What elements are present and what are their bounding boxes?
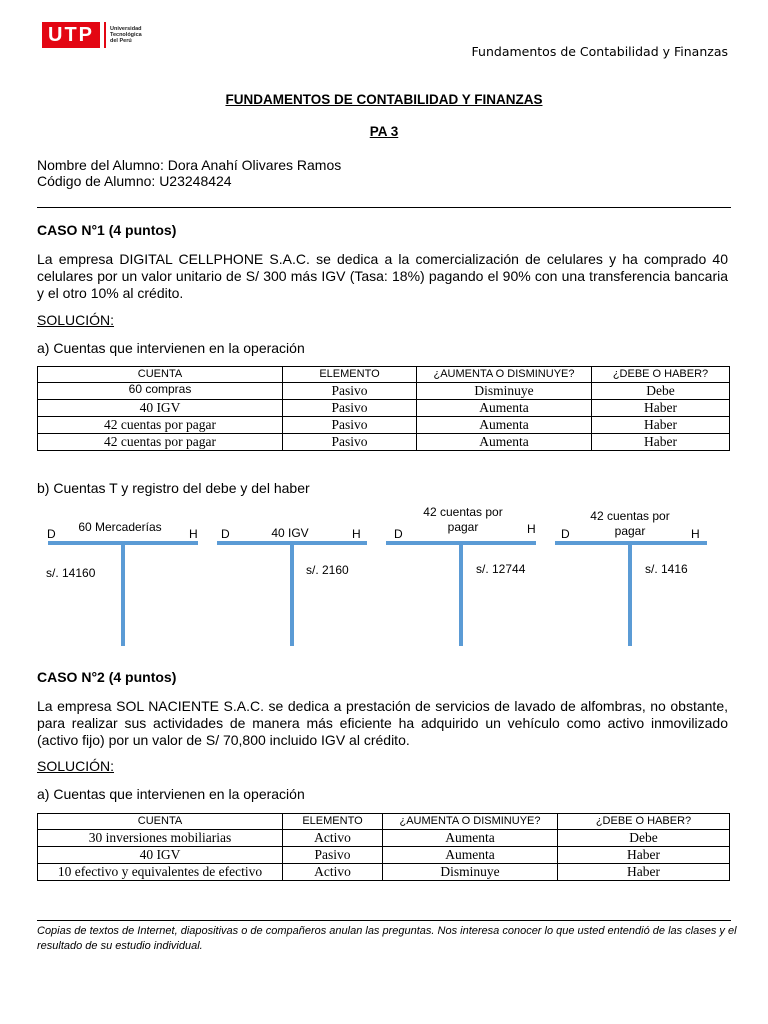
t-account-value: s/. 14160 bbox=[46, 566, 96, 580]
logo-separator bbox=[104, 22, 106, 48]
table-cell: Pasivo bbox=[283, 417, 417, 434]
logo-subtext bbox=[110, 26, 170, 44]
table-cell: Pasivo bbox=[283, 383, 417, 400]
case1-part-b: b) Cuentas T y registro del debe y del haber bbox=[37, 480, 310, 496]
t-account-title: 60 Mercaderías bbox=[78, 520, 162, 534]
table-row bbox=[38, 847, 730, 864]
t-account-title: 42 cuentas por pagar bbox=[423, 505, 503, 534]
table-cell: 30 inversiones mobiliarias bbox=[38, 830, 283, 847]
t-account-value: s/. 2160 bbox=[306, 563, 349, 577]
case2-solution-label: SOLUCIÓN: bbox=[37, 758, 115, 774]
table-cell: Pasivo bbox=[283, 400, 417, 417]
table-cell: Pasivo bbox=[283, 434, 417, 451]
table-row bbox=[38, 417, 730, 434]
t-account-stem bbox=[459, 541, 463, 646]
t-account-credit-label: H bbox=[691, 527, 700, 541]
t-account-title: 40 IGV bbox=[271, 526, 309, 540]
table-cell: Debe bbox=[558, 830, 730, 847]
t-account-credit-label: H bbox=[189, 527, 198, 541]
t-account-credit-label: H bbox=[352, 527, 361, 541]
case1-accounts-table bbox=[37, 366, 730, 451]
table-cell: Aumenta bbox=[383, 830, 558, 847]
t-account-value: s/. 12744 bbox=[476, 562, 526, 576]
case2-heading: CASO N°2 (4 puntos) bbox=[37, 669, 177, 685]
logo-subtext-line: Tecnológica bbox=[110, 32, 142, 38]
table-cell: Activo bbox=[283, 864, 383, 881]
case1-part-a: a) Cuentas que intervienen en la operación bbox=[37, 340, 305, 356]
utp-logo bbox=[42, 22, 170, 48]
t-account-stem bbox=[290, 541, 294, 646]
t-account-stem bbox=[121, 541, 125, 646]
footer-note: Copias de textos de Internet, diapositivas o de compañeros anulan las preguntas. Nos interesa conocer lo que usted entendió de las clases y el resultado de su estudio individual. bbox=[37, 925, 737, 952]
table-row bbox=[38, 434, 730, 451]
footer-divider bbox=[37, 920, 731, 921]
table-header-cell: ELEMENTO bbox=[283, 814, 383, 830]
table-header-cell: ¿AUMENTA O DISMINUYE? bbox=[383, 814, 558, 830]
case2-accounts-table bbox=[37, 813, 730, 881]
case2-part-a: a) Cuentas que intervienen en la operación bbox=[37, 786, 305, 802]
header-course-title: Fundamentos de Contabilidad y Finanzas bbox=[471, 44, 728, 59]
table-cell: Activo bbox=[283, 830, 383, 847]
t-account-credit-label: H bbox=[527, 522, 536, 536]
table-cell: 40 IGV bbox=[38, 400, 283, 417]
document-title: FUNDAMENTOS DE CONTABILIDAD Y FINANZAS bbox=[225, 92, 543, 107]
table-header-cell: ELEMENTO bbox=[283, 367, 417, 383]
table-cell: Disminuye bbox=[383, 864, 558, 881]
divider bbox=[37, 207, 731, 208]
table-header-cell: ¿DEBE O HABER? bbox=[558, 814, 730, 830]
case2-paragraph: La empresa SOL NACIENTE S.A.C. se dedica a prestación de servicios de lavado de alfombras, no obstante, para realizar sus actividades de manera más eficiente ha adquirido un vehículo como activo inmovilizado (activo fijo) por un valor de S/ 70,800 incluido IGV al crédito. bbox=[37, 698, 728, 748]
t-account-debit-label: D bbox=[394, 527, 403, 541]
table-cell: Disminuye bbox=[417, 383, 592, 400]
table-cell: 40 IGV bbox=[38, 847, 283, 864]
table-cell: 42 cuentas por pagar bbox=[38, 417, 283, 434]
t-account-value: s/. 1416 bbox=[645, 562, 688, 576]
table-cell: Pasivo bbox=[283, 847, 383, 864]
t-account-debit-label: D bbox=[47, 527, 56, 541]
logo-mark: UTP bbox=[42, 22, 100, 48]
case1-paragraph: La empresa DIGITAL CELLPHONE S.A.C. se dedica a la comercialización de celulares y ha comprado 40 celulares por un valor unitario de S/ 300 más IGV (Tasa: 18%) pagando el 90% con una transferencia bancaria y el otro 10% al crédito. bbox=[37, 251, 728, 301]
table-cell: Debe bbox=[592, 383, 730, 400]
t-account-debit-label: D bbox=[561, 527, 570, 541]
table-row bbox=[38, 830, 730, 847]
table-header-cell: ¿DEBE O HABER? bbox=[592, 367, 730, 383]
student-code: Código de Alumno: U23248424 bbox=[37, 173, 232, 189]
table-header-cell: CUENTA bbox=[38, 814, 283, 830]
table-row bbox=[38, 400, 730, 417]
table-cell: Haber bbox=[592, 434, 730, 451]
t-account-stem bbox=[628, 541, 632, 646]
table-header-row bbox=[38, 814, 730, 830]
table-cell: Aumenta bbox=[417, 400, 592, 417]
case1-solution-label: SOLUCIÓN: bbox=[37, 312, 115, 328]
logo-subtext-line: Universidad bbox=[110, 26, 142, 32]
table-header-cell: ¿AUMENTA O DISMINUYE? bbox=[417, 367, 592, 383]
table-cell: Aumenta bbox=[417, 417, 592, 434]
table-cell: 60 compras bbox=[38, 383, 283, 400]
logo-subtext-line: del Perú bbox=[110, 38, 132, 44]
student-name: Nombre del Alumno: Dora Anahí Olivares Ramos bbox=[37, 157, 342, 173]
table-cell: Haber bbox=[558, 847, 730, 864]
document-subtitle: PA 3 bbox=[369, 124, 399, 139]
case1-heading: CASO N°1 (4 puntos) bbox=[37, 222, 177, 238]
table-cell: Haber bbox=[592, 417, 730, 434]
table-cell: Haber bbox=[558, 864, 730, 881]
table-header-cell: CUENTA bbox=[38, 367, 283, 383]
t-account-debit-label: D bbox=[221, 527, 230, 541]
table-cell: 10 efectivo y equivalentes de efectivo bbox=[38, 864, 283, 881]
table-row bbox=[38, 864, 730, 881]
table-cell: Aumenta bbox=[417, 434, 592, 451]
table-cell: 42 cuentas por pagar bbox=[38, 434, 283, 451]
table-header-row bbox=[38, 367, 730, 383]
table-cell: Haber bbox=[592, 400, 730, 417]
table-row bbox=[38, 383, 730, 400]
table-cell: Aumenta bbox=[383, 847, 558, 864]
t-account-title: 42 cuentas por pagar bbox=[590, 509, 670, 538]
